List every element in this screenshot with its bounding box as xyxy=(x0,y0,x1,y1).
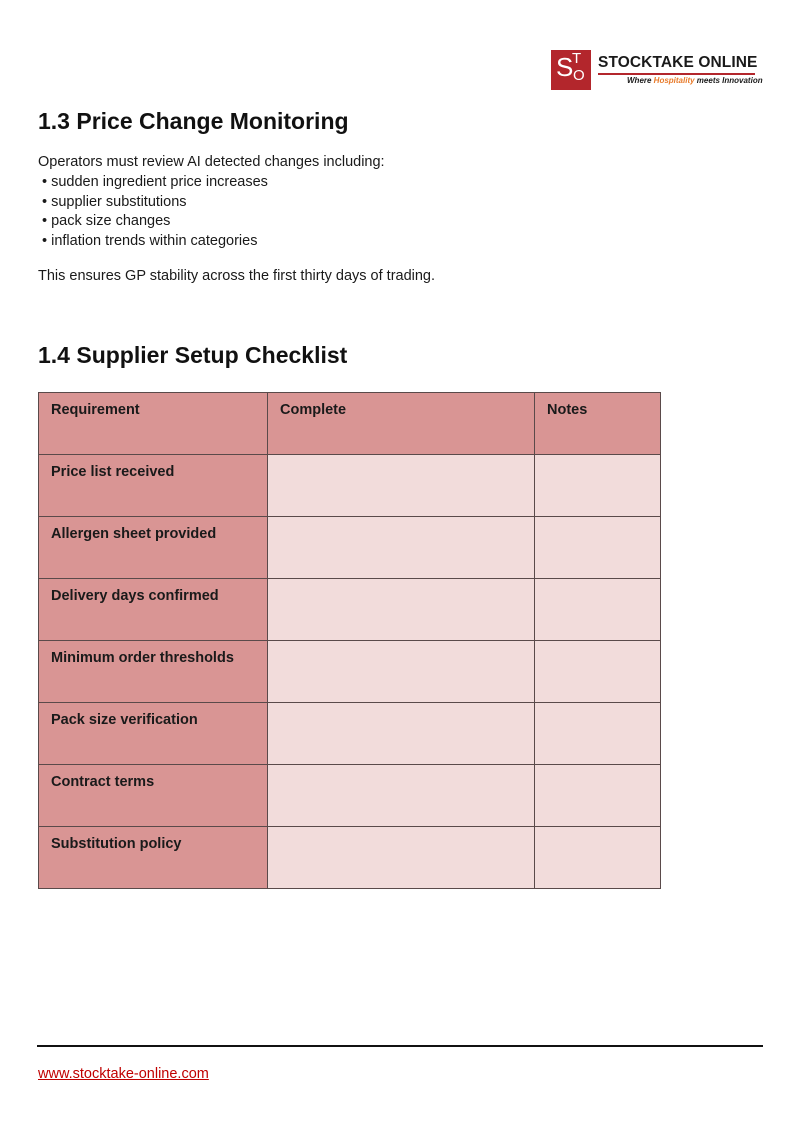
tagline-highlight: Hospitality xyxy=(653,76,695,85)
requirement-cell: Pack size verification xyxy=(39,703,268,765)
complete-cell[interactable] xyxy=(268,827,535,889)
requirement-cell: Minimum order thresholds xyxy=(39,641,268,703)
bullet-item: • inflation trends within categories xyxy=(42,232,268,252)
supplier-checklist-table xyxy=(38,392,661,889)
tagline-pre: Where xyxy=(627,76,654,85)
complete-cell[interactable] xyxy=(268,517,535,579)
price-change-outro: This ensures GP stability across the first thirty days of trading. xyxy=(38,268,436,284)
notes-cell[interactable] xyxy=(535,827,661,889)
table-header-row xyxy=(39,393,661,455)
logo-mark-s: S xyxy=(556,52,574,82)
table-row xyxy=(39,703,661,765)
notes-cell[interactable] xyxy=(535,517,661,579)
tagline-post: meets Innovation xyxy=(694,76,763,85)
header-requirement: Requirement xyxy=(39,393,268,455)
requirement-cell: Delivery days confirmed xyxy=(39,579,268,641)
complete-cell[interactable] xyxy=(268,641,535,703)
header-notes: Notes xyxy=(535,393,661,455)
brand-logo xyxy=(551,50,766,90)
requirement-cell: Allergen sheet provided xyxy=(39,517,268,579)
bullet-item: • pack size changes xyxy=(42,212,268,232)
requirement-cell: Substitution policy xyxy=(39,827,268,889)
footer-website-link[interactable]: www.stocktake-online.com xyxy=(38,1066,209,1082)
table-row xyxy=(39,579,661,641)
section-heading-supplier-checklist: 1.4 Supplier Setup Checklist xyxy=(38,342,348,368)
logo-mark xyxy=(551,50,591,90)
footer-divider xyxy=(37,1045,763,1047)
table-row xyxy=(39,765,661,827)
brand-underline xyxy=(598,73,755,75)
notes-cell[interactable] xyxy=(535,703,661,765)
requirement-cell: Contract terms xyxy=(39,765,268,827)
notes-cell[interactable] xyxy=(535,579,661,641)
complete-cell[interactable] xyxy=(268,455,535,517)
logo-mark-o: O xyxy=(573,67,585,84)
brand-tagline xyxy=(627,76,763,85)
notes-cell[interactable] xyxy=(535,765,661,827)
complete-cell[interactable] xyxy=(268,703,535,765)
complete-cell[interactable] xyxy=(268,579,535,641)
price-change-intro: Operators must review AI detected changes including: xyxy=(38,154,385,170)
requirement-cell: Price list received xyxy=(39,455,268,517)
table-row xyxy=(39,827,661,889)
notes-cell[interactable] xyxy=(535,641,661,703)
table-row xyxy=(39,517,661,579)
header-complete: Complete xyxy=(268,393,535,455)
price-change-bullets xyxy=(42,173,268,251)
notes-cell[interactable] xyxy=(535,455,661,517)
table-row xyxy=(39,455,661,517)
logo-mark-t: T xyxy=(572,50,582,67)
complete-cell[interactable] xyxy=(268,765,535,827)
table-row xyxy=(39,641,661,703)
section-heading-price-change: 1.3 Price Change Monitoring xyxy=(38,108,349,134)
bullet-item: • supplier substitutions xyxy=(42,193,268,213)
bullet-item: • sudden ingredient price increases xyxy=(42,173,268,193)
brand-name: STOCKTAKE ONLINE xyxy=(598,54,758,71)
